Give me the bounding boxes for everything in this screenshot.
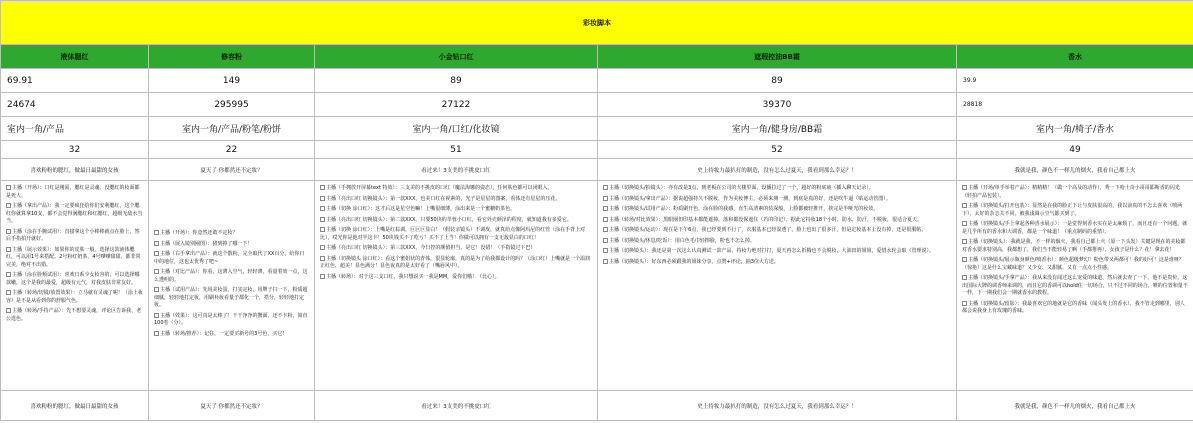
price-cell[interactable]: 39.9 (957, 69, 1193, 93)
checkbox-icon (603, 185, 608, 190)
scene-cell[interactable]: 室内一角/椅子/香水 (957, 117, 1193, 141)
footer-cell[interactable]: 看过来！3支美的不挑皮口红 (315, 391, 598, 421)
script-line: 主播（展入镜别圈图）：猪到掉了哪一下！ (154, 241, 309, 249)
price-cell[interactable]: 89 (598, 69, 957, 93)
checkbox-icon (962, 275, 967, 280)
hook-cell[interactable]: 看过来！3支美的不挑皮口红 (315, 159, 598, 181)
checkbox-icon (6, 247, 11, 252)
script-line: 主播（切换镜头/休息/吃饭）：用白色毛巾轻擦脸，粉也不怎么掉。 (603, 238, 951, 246)
script-line: 主播（效果）：这可真是太棒了！干干净净的攒面，还不卡粉，简直100卷（分）。 (154, 312, 308, 326)
checkbox-icon (154, 331, 159, 336)
checkbox-icon (603, 217, 608, 222)
script-line: 主播（手拥放开屏幕text 特效）：三支美的不挑皮的口红（魔法海娜的姿态），任何肤色都可以闭眼入。 (320, 185, 592, 193)
checkbox-icon (962, 185, 967, 190)
script-line: 主播（切换镜头/手上拿起各种香水展示）：一是觉得刻香水实在是太麻烦了，而且还有一个问题，就是几乎所有的香水和大调香，都是一个味道！（重点制码的重情）。 (962, 221, 1188, 235)
script-line: 主播（涂在手腕试用）：直接拿这个小棒棒就点在脸上，然后手指拍开就好。 (6, 228, 140, 242)
script-line: 主播（切换镜头/试用产品）：粉质刷开色，涂在脸的我感，直生高清素的装深般，上脸都被轻推开，挟完是半哑光的妆效。 (603, 206, 951, 214)
script-line: 主播（转场）：对于这三支口红，我只想说买一我是MM，爱你们哦！（比心）。 (320, 274, 592, 282)
checkbox-icon (6, 290, 11, 295)
checkbox-icon (603, 238, 608, 243)
count-cell[interactable]: 49 (957, 141, 1193, 159)
script-line: 主播（转场/推荐）：记住，一定要买新号的3号色，买它！ (154, 331, 309, 339)
hook-cell[interactable]: 喜欢粉粉的腮红，做最日最甜的女孩 (1, 159, 149, 181)
script-line: 主播（切换 涂口红）：上嘴是红棕调，巨巨巨显白！（假装亲镜头）不调皮，就真给点像阿玛尼的红管（涂在手背上对比），哎光你是他对半这卡！50块钱买不了吃亏！买不了上当！你做可以拥有一支无敌显白的口红！ (320, 227, 586, 241)
checkbox-icon (603, 248, 608, 253)
product-name-header[interactable]: 香水 (957, 45, 1193, 69)
script-line: 主播（切换镜头/运动）：现在是下午6点，我已经要到不行了，衣服基本已经湿透了，脸上也出了很多汗，但是定妆基本上没有掉，还是很服帖。 (603, 227, 951, 235)
count-row (1, 141, 1193, 159)
footer-cell[interactable]: 夏天了 你都然还不定妆？ (149, 391, 315, 421)
checkbox-icon (962, 221, 967, 226)
count-cell[interactable]: 32 (1, 141, 149, 159)
script-cell[interactable] (957, 181, 1193, 391)
checkbox-icon (603, 259, 608, 264)
sales-cell[interactable]: 39370 (598, 93, 957, 117)
count-cell[interactable]: 52 (598, 141, 957, 159)
script-line: 主播（拿出产品）：我一定要疯狂给你们安利腮红，这个腮红你就算拿10支，都不会觉得满腮红和红腮红，超级无敌水当当。 (6, 203, 143, 224)
price-cell[interactable]: 149 (149, 69, 315, 93)
sales-cell[interactable]: 28818 (957, 93, 1193, 117)
sales-row (1, 93, 1193, 117)
script-line: 主播（展示效果）：如果你的皮肤一般，选择这款液体腮红，可以用1号来搭配。2号粉红奶茶，4号嗲嗲甜甜，都非常完美，绝对不出错。 (6, 246, 141, 268)
footer-cell[interactable]: 我就是我，颜色不一样儿的烟火，我看自己都上火 (957, 391, 1193, 421)
hook-cell[interactable]: 史上持妆力最扒打的制造，没有怎么过夏天，我看到那么幸运？！ (598, 159, 957, 181)
script-line: 主播（切换镜头）：好东西必须跟我的姐妹分享，点赞+评论，抽3位大方送。 (603, 259, 951, 267)
product-name-header[interactable]: 遮瑕控油BB霜 (598, 45, 957, 69)
checkbox-icon (603, 206, 608, 211)
script-line: 主播（转场/手持产品）：先不想要灵魂，评论区告诉我，老公选色。 (6, 308, 142, 322)
footer-cell[interactable]: 喜欢粉粉的腮红，做最日最甜的女孩 (1, 391, 149, 421)
script-line: 主播（开场）：口红是刚需，腮红是灵魂，没腮红的妆面都是死人。 (6, 185, 140, 199)
script-line: 主播（切换镜头/拿出产品）：据说超强持久不脱妆，作为美妆博主，必须来测一测，到底是真的好，还是吹牛逼（贴运动管图）。 (603, 196, 951, 204)
script-line: 主播（转场/切镜/放置效果）：立马就有灵魂了呢！（涂上妆容）是不是从看到你的舒服气色。 (6, 290, 143, 304)
script-line: 主播（开场）：你竟然还敢不定妆？ (154, 230, 309, 238)
checkbox-icon (6, 203, 11, 208)
header-row (1, 45, 1193, 69)
checkbox-icon (962, 257, 967, 262)
checkbox-icon (320, 227, 325, 232)
script-line: 主播（切换 涂口红）：这才后这是星空色嘛！上嘴很细薄，涂出来是一个蜜糖奶茶色。 (320, 206, 592, 214)
price-row (1, 69, 1193, 93)
count-cell[interactable]: 51 (315, 141, 598, 159)
footer-cell[interactable]: 史上持妆力最扒打的制造，没有怎么过夏天，我看到那么幸运？！ (598, 391, 957, 421)
product-name-header[interactable]: 修容粉 (149, 45, 315, 69)
product-name-header[interactable]: 小金钻口红 (315, 45, 598, 69)
script-line: 主播（切换镜头/打开包装）：显然是在我的脸正下让与皮肤很高的，我以前真的不怎么喜欢（喷两下），太好的杂志关不同，被我浅调示空气都买到了。 (962, 203, 1183, 217)
script-line: 主播（对比产品）：你看，这薄入空气，轻轻薄，看量着效一点，这么透明的。 (154, 269, 308, 283)
checkbox-icon (320, 196, 325, 201)
scene-cell[interactable]: 室内一角/产品/粉笔/粉饼 (149, 117, 315, 141)
checkbox-icon (154, 269, 159, 274)
checkbox-icon (962, 301, 967, 306)
script-line: 主播（试用产品）：先用美妆蛋，打实定妆，用牌子扫一下，粉质超细腻，轻轻地打定妆，用刷补妆看量子都化一个，搭分，轻轻地打定妆。 (154, 287, 308, 308)
script-cell[interactable] (598, 181, 957, 391)
checkbox-icon (603, 227, 608, 232)
title-row (1, 1, 1193, 45)
script-cell[interactable] (315, 181, 598, 391)
script-line: 主播（亮出口红 切换镜头）：第一款XXX，也美口红在视素的，光子是星星的图案，看体还有星星的压花。 (320, 196, 592, 204)
checkbox-icon (154, 251, 159, 256)
price-cell[interactable]: 69.91 (1, 69, 149, 93)
checkbox-icon (154, 241, 159, 246)
checkbox-icon (6, 308, 11, 313)
checkbox-icon (320, 256, 325, 261)
sales-cell[interactable]: 27122 (315, 93, 598, 117)
sales-cell[interactable]: 24674 (1, 93, 149, 117)
script-line: 主播（切换镜头/展示瓶身颜色/喷香水）：颜色超级梦幻！粉色带又两都可！我的好可！这是谁呀？（惊艳）这是什么宝藏味道？又少女、又甜腻、又有一点点小性感。 (962, 257, 1184, 271)
checkbox-icon (6, 185, 11, 190)
category-row (1, 117, 1193, 141)
checkbox-icon (6, 229, 11, 234)
hook-row (1, 159, 1193, 181)
sales-cell[interactable]: 295995 (149, 93, 315, 117)
price-cell[interactable]: 89 (315, 69, 598, 93)
script-line: 主播（切换镜头/拍镜头）：亦有改是3点，到老板在公司的大楼里面，设播拉过了一个，超好的粉底液（插入聊天记录）。 (603, 185, 951, 193)
script-cell[interactable] (149, 181, 315, 391)
script-line: 主播（开场/单手举着产品）：精精精！（做一个高及的动作），秀一下哈士奇小哥哥耶斯香的闪光（轻拍产品包装）。 (962, 185, 1180, 199)
sheet-title: 彩妆脚本 (1, 1, 1193, 45)
footer-row (1, 391, 1193, 421)
hook-cell[interactable]: 我就是我，颜色不一样儿的烟火，我看自己都上火 (957, 159, 1193, 181)
script-line: 主播（切换镜头）：我还是第一次这么认真测试一款产品，持妆力绝对打打，夏天再怎么折腾也不会脱妆，大油田的姐姐，爱惜水轮会取（管理说）。 (603, 248, 951, 256)
checkbox-icon (154, 313, 159, 318)
script-line: 主播（右手拿出产品）：就这个散粉，完全取代了XX百分，给你日中的地位，这也太优秀了吧~ (154, 251, 305, 265)
checkbox-icon (320, 245, 325, 250)
script-line: 主播（转场/对比效果）：黑眼圈但印基本都能遮掉，落和都没保遮住（若的印记），据此它持妆18个小时，防水，防汗，不脱妆，很适合夏天。 (603, 217, 951, 225)
scene-cell[interactable]: 室内一角/口红/化妆镜 (315, 117, 598, 141)
script-line: 主播（切换镜头/留影）：我最喜欢它的地就是它的香味（闻头发上的香水），我不管走到哪里，别人都会说我身上有玫瑰的香味。 (962, 300, 1185, 314)
hook-cell[interactable]: 夏天了 你都然还不定妆？ (149, 159, 315, 181)
script-line: 主播（切换镜头/手拿产品）：我从来没有闻过这么宠爱的味道，然后就去查了一下，他不是贵价，这出国际大牌的调香师来调的，而且它的香调可以hold住一切场合，只不过不同的场合，喷的位置和量不一样，下一期我们会一期就香水的教程。 (962, 275, 1188, 296)
script-line: 主播（涂在脸颊试用）：喜欢日系少女妆容的，可以选择哪款嫩，这个是我的最爱，超级有元气，对我皮肤非常友好。 (6, 272, 140, 286)
checkbox-icon (320, 274, 325, 279)
product-name-header[interactable]: 液体腮红 (1, 45, 149, 69)
script-cell[interactable] (1, 181, 149, 391)
script-line: 主播（切换镜头）：我就是我，不一样的烟火，我看自己都上火（原一下头发）关键是现在的美妆都对香水要求特别高，我都想了，我们当不能轻易了啊（手都推再），女孩子是什么？花！拿去花！ (962, 239, 1186, 253)
checkbox-icon (154, 287, 159, 292)
checkbox-icon (962, 239, 967, 244)
checkbox-icon (320, 217, 325, 222)
checkbox-icon (603, 196, 608, 201)
script-line: 主播（亮出口红 切换镜头）：第二款XXX，只要50块的萃蓉小口红，看它外壳颜泽的程度，就知道我有多爱它。 (320, 217, 592, 225)
checkbox-icon (320, 206, 325, 211)
checkbox-icon (154, 230, 159, 235)
count-cell[interactable]: 22 (149, 141, 315, 159)
checkbox-icon (962, 203, 967, 208)
script-row (1, 181, 1193, 391)
scene-cell[interactable]: 室内一角/产品 (1, 117, 149, 141)
scene-cell[interactable]: 室内一角/健身房/BB霜 (598, 117, 957, 141)
checkbox-icon (6, 272, 11, 277)
checkbox-icon (320, 185, 325, 190)
script-line: 主播（切换镜头 涂口红）：看这个蜜姐状的青体，很显轮廓，真的是为了给我都设计的吗？（涂口红）上嘴就是一个温润正红色，超美！显色满分！显色夜真的是太好看了（嘴唇风中）。 (320, 255, 591, 269)
script-line: 主播（亮出口红 切换镜头）：第三款XXX，今日控的颜值担当，是它！没错！（手指镜过下巴） (320, 245, 592, 253)
